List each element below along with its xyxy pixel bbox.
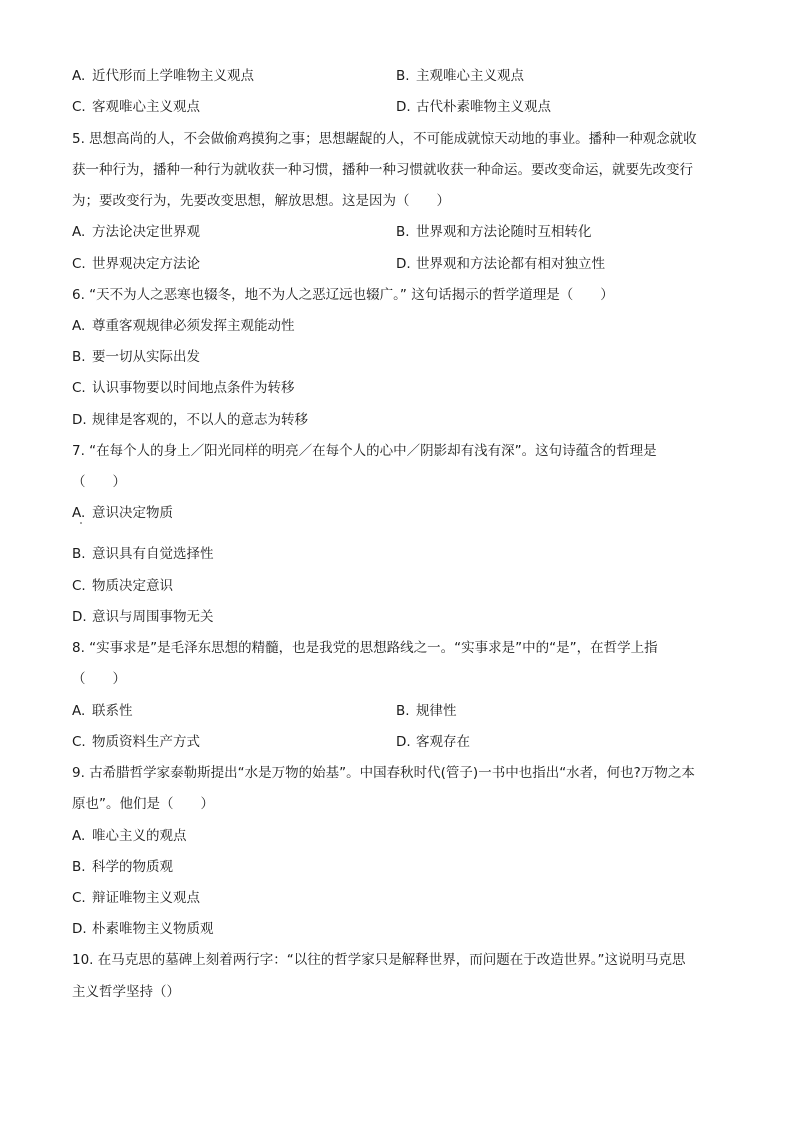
q8-option-b: [396, 701, 457, 721]
option-text: 尊重客观规律必须发挥主观能动性: [92, 318, 295, 334]
option-text: 要一切从实际出发: [92, 349, 200, 365]
option-text: 主观唯心主义观点: [416, 68, 524, 84]
q6-option-c: [72, 378, 295, 398]
q5-option-a: [72, 222, 200, 242]
option-text: 客观存在: [416, 734, 470, 750]
option-letter: C.: [72, 890, 86, 906]
q9-stem-line-2: 原也”。他们是（ ）: [72, 796, 214, 812]
option-text: 世界观和方法论都有相对独立性: [416, 256, 605, 272]
q5-option-d: [396, 254, 605, 274]
option-letter: B.: [396, 703, 410, 719]
option-letter: C.: [72, 99, 86, 115]
q9-stem-line-1: 9. 古希腊哲学家泰勒斯提出“水是万物的始基”。中国春秋时代(管子)一书中也指出“水者，何也?万物之本: [72, 765, 695, 781]
option-text: 意识具有自觉选择性: [92, 546, 214, 562]
q8-stem-line-2: （ ）: [72, 671, 126, 687]
option-text: 近代形而上学唯物主义观点: [92, 68, 254, 84]
option-letter: D.: [396, 99, 411, 115]
q9-option-a: [72, 826, 187, 846]
option-letter: D.: [72, 609, 87, 625]
q7-option-d: [72, 607, 214, 627]
q8-option-c: [72, 732, 200, 752]
q8-option-a: [72, 701, 133, 721]
option-text: 规律性: [416, 703, 457, 719]
q9-option-b: [72, 857, 173, 877]
q10-stem-line-2: 主义哲学坚持（）: [72, 984, 180, 1000]
q7-stem-line-2: （ ）: [72, 474, 126, 490]
option-letter: A.: [72, 703, 86, 719]
q6-option-b: [72, 347, 200, 367]
option-letter: C.: [72, 734, 86, 750]
option-text: 规律是客观的，不以人的意志为转移: [92, 412, 308, 428]
option-letter: A.: [72, 68, 86, 84]
option-text: 世界观决定方法论: [92, 256, 200, 272]
option-letter: C.: [72, 578, 86, 594]
option-text: 认识事物要以时间地点条件为转移: [92, 380, 295, 396]
q10-stem-line-1: 10. 在马克思的墓碑上刻着两行字：“以往的哲学家只是解释世界，而问题在于改造世界。”这说明马克思: [72, 952, 686, 968]
option-letter: A.: [72, 505, 86, 521]
option-text: 物质决定意识: [92, 578, 173, 594]
q9-option-c: [72, 888, 200, 908]
option-text: 意识决定物质: [92, 505, 173, 521]
q5-stem-line-2: 获一种行为，播种一种行为就收获一种习惯，播种一种习惯就收获一种命运。要改变命运，就要先改变行: [72, 162, 693, 178]
option-letter: C.: [72, 256, 86, 272]
option-letter: D.: [396, 734, 411, 750]
stray-mark: [80, 522, 82, 524]
option-text: 辩证唯物主义观点: [92, 890, 200, 906]
option-letter: B.: [72, 546, 86, 562]
option-letter: A.: [72, 224, 86, 240]
option-text: 世界观和方法论随时互相转化: [416, 224, 592, 240]
q7-option-a: [72, 503, 173, 523]
option-letter: B.: [72, 349, 86, 365]
q6-option-d: [72, 410, 308, 430]
q5-option-b: [396, 222, 592, 242]
q6-option-a: [72, 316, 295, 336]
option-text: 科学的物质观: [92, 859, 173, 875]
option-text: 朴素唯物主义物质观: [92, 921, 214, 937]
option-text: 客观唯心主义观点: [92, 99, 200, 115]
option-text: 联系性: [92, 703, 133, 719]
q5-stem-line-1: 5. 思想高尚的人，不会做偷鸡摸狗之事；思想龌龊的人，不可能成就惊天动地的事业。播种一种观念就收: [72, 131, 697, 147]
option-letter: C.: [72, 380, 86, 396]
q4-option-a: [72, 66, 254, 86]
option-text: 物质资料生产方式: [92, 734, 200, 750]
option-letter: D.: [72, 921, 87, 937]
option-letter: A.: [72, 828, 86, 844]
q7-option-b: [72, 544, 214, 564]
option-letter: B.: [72, 859, 86, 875]
option-text: 意识与周围事物无关: [92, 609, 214, 625]
q4-option-b: [396, 66, 524, 86]
option-letter: A.: [72, 318, 86, 334]
option-letter: B.: [396, 224, 410, 240]
option-text: 古代朴素唯物主义观点: [416, 99, 551, 115]
q7-option-c: [72, 576, 173, 596]
q6-stem-line-1: 6. “天不为人之恶寒也辍冬，地不为人之恶辽远也辍广。” 这句话揭示的哲学道理是（ ）: [72, 287, 614, 303]
q4-option-d: [396, 97, 551, 117]
option-letter: D.: [72, 412, 87, 428]
q7-stem-line-1: 7. “在每个人的身上／阳光同样的明亮／在每个人的心中／阴影却有浅有深”。这句诗蕴含的哲理是: [72, 443, 657, 459]
q8-stem-line-1: 8. “实事求是”是毛泽东思想的精髓，也是我党的思想路线之一。“实事求是”中的“是”，在哲学上指: [72, 640, 658, 656]
q5-option-c: [72, 254, 200, 274]
q9-option-d: [72, 919, 214, 939]
option-letter: D.: [396, 256, 411, 272]
option-letter: B.: [396, 68, 410, 84]
option-text: 方法论决定世界观: [92, 224, 200, 240]
q4-option-c: [72, 97, 200, 117]
q5-stem-line-3: 为；要改变行为，先要改变思想，解放思想。这是因为（ ）: [72, 193, 450, 209]
q8-option-d: [396, 732, 470, 752]
option-text: 唯心主义的观点: [92, 828, 187, 844]
